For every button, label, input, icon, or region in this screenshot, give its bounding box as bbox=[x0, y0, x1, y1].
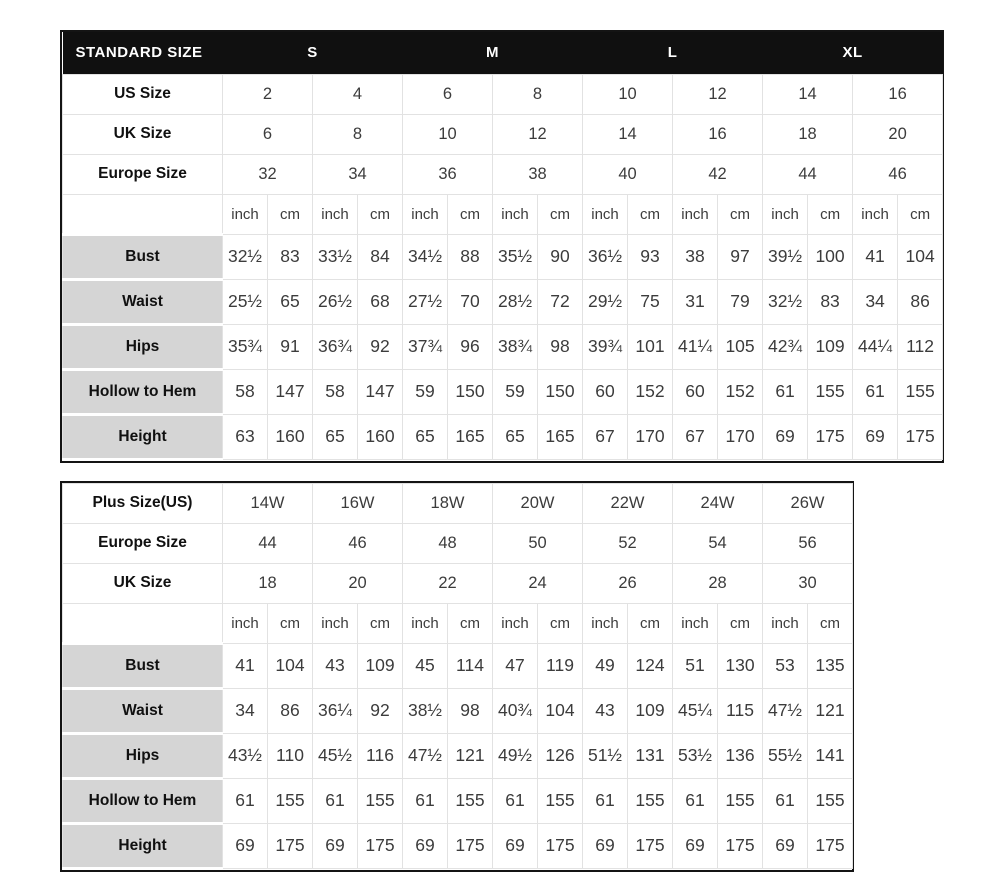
measure-value-cell: 69 bbox=[853, 414, 898, 459]
measure-value-cell: 45½ bbox=[313, 733, 358, 778]
measure-value-cell: 39½ bbox=[763, 234, 808, 279]
measure-value-cell: 35¾ bbox=[223, 324, 268, 369]
measure-value-cell: 47½ bbox=[403, 733, 448, 778]
unit-label-cell: inch bbox=[223, 603, 268, 643]
standard-size-title: STANDARD SIZE bbox=[63, 32, 223, 74]
unit-label-cell: cm bbox=[358, 603, 403, 643]
measure-value-cell: 135 bbox=[808, 643, 853, 688]
row-label: Bust bbox=[63, 234, 223, 279]
measure-value-cell: 160 bbox=[358, 414, 403, 459]
size-value-cell: 20 bbox=[853, 114, 943, 154]
size-value-cell: 30 bbox=[763, 563, 853, 603]
measure-value-cell: 109 bbox=[358, 643, 403, 688]
measure-value-cell: 61 bbox=[583, 778, 628, 823]
size-value-cell: 28 bbox=[673, 563, 763, 603]
measure-row bbox=[63, 234, 943, 279]
unit-label-cell: inch bbox=[583, 194, 628, 234]
measure-value-cell: 72 bbox=[538, 279, 583, 324]
unit-label-cell: inch bbox=[673, 603, 718, 643]
size-row bbox=[63, 483, 853, 523]
row-label: Bust bbox=[63, 643, 223, 688]
measure-value-cell: 38½ bbox=[403, 688, 448, 733]
measure-value-cell: 170 bbox=[628, 414, 673, 459]
measure-row bbox=[63, 414, 943, 459]
measure-value-cell: 104 bbox=[538, 688, 583, 733]
measure-value-cell: 53 bbox=[763, 643, 808, 688]
measure-value-cell: 69 bbox=[673, 823, 718, 868]
standard-size-table bbox=[62, 32, 943, 461]
unit-label-cell: cm bbox=[808, 603, 853, 643]
standard-size-header-row bbox=[63, 32, 943, 74]
measure-value-cell: 175 bbox=[808, 414, 853, 459]
measure-value-cell: 155 bbox=[628, 778, 673, 823]
unit-row bbox=[63, 603, 853, 643]
size-value-cell: 6 bbox=[403, 74, 493, 114]
measure-value-cell: 34 bbox=[853, 279, 898, 324]
measure-value-cell: 126 bbox=[538, 733, 583, 778]
size-value-cell: 4 bbox=[313, 74, 403, 114]
size-value-cell: 10 bbox=[583, 74, 673, 114]
unit-row bbox=[63, 194, 943, 234]
measure-value-cell: 27½ bbox=[403, 279, 448, 324]
measure-value-cell: 36¾ bbox=[313, 324, 358, 369]
unit-label-cell: cm bbox=[268, 603, 313, 643]
size-value-cell: 14 bbox=[583, 114, 673, 154]
measure-value-cell: 59 bbox=[493, 369, 538, 414]
measure-value-cell: 61 bbox=[853, 369, 898, 414]
measure-value-cell: 90 bbox=[538, 234, 583, 279]
size-row bbox=[63, 154, 943, 194]
size-value-cell: 22 bbox=[403, 563, 493, 603]
measure-value-cell: 93 bbox=[628, 234, 673, 279]
measure-value-cell: 175 bbox=[448, 823, 493, 868]
measure-value-cell: 104 bbox=[268, 643, 313, 688]
measure-value-cell: 104 bbox=[898, 234, 943, 279]
measure-row bbox=[63, 643, 853, 688]
size-row bbox=[63, 114, 943, 154]
measure-value-cell: 61 bbox=[223, 778, 268, 823]
unit-label-cell: inch bbox=[673, 194, 718, 234]
unit-label-cell: inch bbox=[313, 194, 358, 234]
measure-value-cell: 65 bbox=[403, 414, 448, 459]
size-value-cell: 34 bbox=[313, 154, 403, 194]
measure-value-cell: 68 bbox=[358, 279, 403, 324]
plus-size-table-wrap bbox=[60, 481, 854, 872]
size-value-cell: 48 bbox=[403, 523, 493, 563]
measure-value-cell: 86 bbox=[898, 279, 943, 324]
measure-value-cell: 152 bbox=[628, 369, 673, 414]
measure-value-cell: 114 bbox=[448, 643, 493, 688]
unit-label-cell: cm bbox=[448, 194, 493, 234]
size-value-cell: 16W bbox=[313, 483, 403, 523]
unit-label-cell: inch bbox=[493, 603, 538, 643]
measure-value-cell: 61 bbox=[763, 369, 808, 414]
size-value-cell: 24 bbox=[493, 563, 583, 603]
size-value-cell: 32 bbox=[223, 154, 313, 194]
measure-value-cell: 70 bbox=[448, 279, 493, 324]
measure-value-cell: 67 bbox=[583, 414, 628, 459]
size-value-cell: 2 bbox=[223, 74, 313, 114]
measure-value-cell: 49 bbox=[583, 643, 628, 688]
unit-label-cell: cm bbox=[628, 603, 673, 643]
measure-value-cell: 79 bbox=[718, 279, 763, 324]
measure-row bbox=[63, 778, 853, 823]
size-value-cell: 18W bbox=[403, 483, 493, 523]
measure-value-cell: 155 bbox=[808, 778, 853, 823]
size-row bbox=[63, 563, 853, 603]
unit-label-cell: inch bbox=[763, 194, 808, 234]
row-label: UK Size bbox=[63, 563, 223, 603]
measure-value-cell: 41 bbox=[853, 234, 898, 279]
unit-label-cell: cm bbox=[628, 194, 673, 234]
measure-row bbox=[63, 324, 943, 369]
measure-value-cell: 155 bbox=[808, 369, 853, 414]
size-value-cell: 50 bbox=[493, 523, 583, 563]
size-value-cell: 10 bbox=[403, 114, 493, 154]
measure-value-cell: 63 bbox=[223, 414, 268, 459]
measure-value-cell: 116 bbox=[358, 733, 403, 778]
plus-size-table bbox=[62, 483, 853, 870]
measure-value-cell: 147 bbox=[358, 369, 403, 414]
measure-value-cell: 34½ bbox=[403, 234, 448, 279]
unit-label-cell: inch bbox=[493, 194, 538, 234]
measure-value-cell: 175 bbox=[628, 823, 673, 868]
measure-value-cell: 31 bbox=[673, 279, 718, 324]
size-value-cell: 6 bbox=[223, 114, 313, 154]
row-label: Height bbox=[63, 414, 223, 459]
measure-value-cell: 83 bbox=[268, 234, 313, 279]
size-group-label: M bbox=[403, 32, 583, 74]
measure-value-cell: 58 bbox=[223, 369, 268, 414]
measure-value-cell: 41¼ bbox=[673, 324, 718, 369]
size-row bbox=[63, 523, 853, 563]
unit-label-cell: inch bbox=[763, 603, 808, 643]
measure-value-cell: 60 bbox=[583, 369, 628, 414]
unit-label-cell: inch bbox=[583, 603, 628, 643]
measure-value-cell: 44¼ bbox=[853, 324, 898, 369]
measure-value-cell: 45 bbox=[403, 643, 448, 688]
measure-value-cell: 175 bbox=[808, 823, 853, 868]
size-value-cell: 36 bbox=[403, 154, 493, 194]
size-value-cell: 26W bbox=[763, 483, 853, 523]
unit-label-cell: cm bbox=[538, 194, 583, 234]
measure-value-cell: 150 bbox=[448, 369, 493, 414]
measure-value-cell: 61 bbox=[403, 778, 448, 823]
size-value-cell: 16 bbox=[853, 74, 943, 114]
measure-row bbox=[63, 733, 853, 778]
measure-value-cell: 36½ bbox=[583, 234, 628, 279]
measure-value-cell: 175 bbox=[898, 414, 943, 459]
measure-value-cell: 69 bbox=[313, 823, 358, 868]
measure-value-cell: 43½ bbox=[223, 733, 268, 778]
row-label: Hollow to Hem bbox=[63, 369, 223, 414]
measure-value-cell: 65 bbox=[493, 414, 538, 459]
size-value-cell: 40 bbox=[583, 154, 673, 194]
measure-value-cell: 55½ bbox=[763, 733, 808, 778]
size-value-cell: 54 bbox=[673, 523, 763, 563]
size-value-cell: 14W bbox=[223, 483, 313, 523]
measure-value-cell: 165 bbox=[448, 414, 493, 459]
measure-value-cell: 26½ bbox=[313, 279, 358, 324]
measure-value-cell: 141 bbox=[808, 733, 853, 778]
measure-value-cell: 75 bbox=[628, 279, 673, 324]
measure-value-cell: 155 bbox=[358, 778, 403, 823]
measure-value-cell: 98 bbox=[448, 688, 493, 733]
measure-value-cell: 170 bbox=[718, 414, 763, 459]
row-label: Hollow to Hem bbox=[63, 778, 223, 823]
measure-value-cell: 35½ bbox=[493, 234, 538, 279]
unit-label-cell: cm bbox=[538, 603, 583, 643]
measure-value-cell: 101 bbox=[628, 324, 673, 369]
measure-value-cell: 32½ bbox=[223, 234, 268, 279]
row-label: Europe Size bbox=[63, 523, 223, 563]
measure-value-cell: 38 bbox=[673, 234, 718, 279]
measure-value-cell: 65 bbox=[268, 279, 313, 324]
measure-value-cell: 160 bbox=[268, 414, 313, 459]
unit-label-cell: inch bbox=[313, 603, 358, 643]
unit-label-cell: cm bbox=[448, 603, 493, 643]
size-value-cell: 44 bbox=[763, 154, 853, 194]
measure-value-cell: 155 bbox=[898, 369, 943, 414]
measure-value-cell: 59 bbox=[403, 369, 448, 414]
measure-value-cell: 39¾ bbox=[583, 324, 628, 369]
row-label: Height bbox=[63, 823, 223, 868]
measure-value-cell: 152 bbox=[718, 369, 763, 414]
size-value-cell: 24W bbox=[673, 483, 763, 523]
measure-value-cell: 100 bbox=[808, 234, 853, 279]
measure-value-cell: 36¼ bbox=[313, 688, 358, 733]
size-value-cell: 16 bbox=[673, 114, 763, 154]
measure-value-cell: 147 bbox=[268, 369, 313, 414]
measure-value-cell: 83 bbox=[808, 279, 853, 324]
unit-label-cell: inch bbox=[403, 603, 448, 643]
measure-value-cell: 67 bbox=[673, 414, 718, 459]
measure-row bbox=[63, 279, 943, 324]
measure-value-cell: 61 bbox=[493, 778, 538, 823]
row-label: Waist bbox=[63, 279, 223, 324]
measure-value-cell: 61 bbox=[763, 778, 808, 823]
measure-value-cell: 69 bbox=[493, 823, 538, 868]
measure-value-cell: 45¼ bbox=[673, 688, 718, 733]
measure-value-cell: 25½ bbox=[223, 279, 268, 324]
measure-value-cell: 65 bbox=[313, 414, 358, 459]
row-label: Hips bbox=[63, 324, 223, 369]
measure-value-cell: 58 bbox=[313, 369, 358, 414]
size-value-cell: 22W bbox=[583, 483, 673, 523]
measure-value-cell: 115 bbox=[718, 688, 763, 733]
measure-value-cell: 29½ bbox=[583, 279, 628, 324]
standard-size-table-wrap bbox=[60, 30, 944, 463]
measure-value-cell: 69 bbox=[763, 823, 808, 868]
size-value-cell: 52 bbox=[583, 523, 673, 563]
measure-value-cell: 155 bbox=[448, 778, 493, 823]
size-value-cell: 8 bbox=[493, 74, 583, 114]
measure-value-cell: 155 bbox=[718, 778, 763, 823]
measure-value-cell: 175 bbox=[358, 823, 403, 868]
size-value-cell: 46 bbox=[313, 523, 403, 563]
size-value-cell: 8 bbox=[313, 114, 403, 154]
size-value-cell: 12 bbox=[673, 74, 763, 114]
measure-value-cell: 109 bbox=[628, 688, 673, 733]
measure-value-cell: 69 bbox=[403, 823, 448, 868]
measure-value-cell: 43 bbox=[583, 688, 628, 733]
measure-row bbox=[63, 823, 853, 868]
measure-value-cell: 124 bbox=[628, 643, 673, 688]
size-value-cell: 42 bbox=[673, 154, 763, 194]
measure-value-cell: 92 bbox=[358, 324, 403, 369]
measure-value-cell: 121 bbox=[808, 688, 853, 733]
measure-value-cell: 130 bbox=[718, 643, 763, 688]
size-value-cell: 18 bbox=[763, 114, 853, 154]
unit-label-cell: inch bbox=[403, 194, 448, 234]
measure-value-cell: 34 bbox=[223, 688, 268, 733]
measure-value-cell: 155 bbox=[268, 778, 313, 823]
measure-value-cell: 38¾ bbox=[493, 324, 538, 369]
row-label: UK Size bbox=[63, 114, 223, 154]
measure-value-cell: 136 bbox=[718, 733, 763, 778]
measure-value-cell: 109 bbox=[808, 324, 853, 369]
unit-label-cell: cm bbox=[718, 194, 763, 234]
unit-label-cell: cm bbox=[898, 194, 943, 234]
row-label: US Size bbox=[63, 74, 223, 114]
measure-value-cell: 98 bbox=[538, 324, 583, 369]
measure-value-cell: 155 bbox=[538, 778, 583, 823]
measure-value-cell: 42¾ bbox=[763, 324, 808, 369]
size-value-cell: 38 bbox=[493, 154, 583, 194]
measure-value-cell: 105 bbox=[718, 324, 763, 369]
measure-value-cell: 41 bbox=[223, 643, 268, 688]
size-value-cell: 14 bbox=[763, 74, 853, 114]
measure-value-cell: 88 bbox=[448, 234, 493, 279]
size-value-cell: 18 bbox=[223, 563, 313, 603]
measure-value-cell: 51½ bbox=[583, 733, 628, 778]
measure-value-cell: 110 bbox=[268, 733, 313, 778]
measure-value-cell: 47½ bbox=[763, 688, 808, 733]
measure-value-cell: 84 bbox=[358, 234, 403, 279]
size-group-label: S bbox=[223, 32, 403, 74]
row-label: Hips bbox=[63, 733, 223, 778]
measure-value-cell: 91 bbox=[268, 324, 313, 369]
row-label: Waist bbox=[63, 688, 223, 733]
measure-value-cell: 69 bbox=[763, 414, 808, 459]
measure-value-cell: 121 bbox=[448, 733, 493, 778]
size-value-cell: 44 bbox=[223, 523, 313, 563]
measure-value-cell: 131 bbox=[628, 733, 673, 778]
measure-value-cell: 33½ bbox=[313, 234, 358, 279]
unit-label-cell: inch bbox=[853, 194, 898, 234]
unit-label-cell: inch bbox=[223, 194, 268, 234]
unit-label-cell: cm bbox=[268, 194, 313, 234]
size-value-cell: 12 bbox=[493, 114, 583, 154]
row-label bbox=[63, 194, 223, 234]
unit-label-cell: cm bbox=[808, 194, 853, 234]
size-value-cell: 20 bbox=[313, 563, 403, 603]
measure-row bbox=[63, 369, 943, 414]
size-group-label: XL bbox=[763, 32, 943, 74]
measure-value-cell: 61 bbox=[673, 778, 718, 823]
measure-value-cell: 53½ bbox=[673, 733, 718, 778]
size-value-cell: 56 bbox=[763, 523, 853, 563]
measure-value-cell: 96 bbox=[448, 324, 493, 369]
measure-value-cell: 60 bbox=[673, 369, 718, 414]
measure-value-cell: 51 bbox=[673, 643, 718, 688]
row-label: Plus Size(US) bbox=[63, 483, 223, 523]
size-row bbox=[63, 74, 943, 114]
measure-value-cell: 32½ bbox=[763, 279, 808, 324]
measure-value-cell: 165 bbox=[538, 414, 583, 459]
size-value-cell: 20W bbox=[493, 483, 583, 523]
measure-value-cell: 92 bbox=[358, 688, 403, 733]
measure-value-cell: 119 bbox=[538, 643, 583, 688]
measure-value-cell: 40¾ bbox=[493, 688, 538, 733]
measure-row bbox=[63, 688, 853, 733]
measure-value-cell: 28½ bbox=[493, 279, 538, 324]
measure-value-cell: 69 bbox=[583, 823, 628, 868]
size-value-cell: 26 bbox=[583, 563, 673, 603]
unit-label-cell: cm bbox=[358, 194, 403, 234]
measure-value-cell: 97 bbox=[718, 234, 763, 279]
measure-value-cell: 49½ bbox=[493, 733, 538, 778]
measure-value-cell: 86 bbox=[268, 688, 313, 733]
measure-value-cell: 112 bbox=[898, 324, 943, 369]
measure-value-cell: 69 bbox=[223, 823, 268, 868]
row-label bbox=[63, 603, 223, 643]
size-group-label: L bbox=[583, 32, 763, 74]
measure-value-cell: 61 bbox=[313, 778, 358, 823]
measure-value-cell: 175 bbox=[268, 823, 313, 868]
measure-value-cell: 37¾ bbox=[403, 324, 448, 369]
measure-value-cell: 175 bbox=[718, 823, 763, 868]
size-value-cell: 46 bbox=[853, 154, 943, 194]
unit-label-cell: cm bbox=[718, 603, 763, 643]
measure-value-cell: 47 bbox=[493, 643, 538, 688]
measure-value-cell: 150 bbox=[538, 369, 583, 414]
measure-value-cell: 43 bbox=[313, 643, 358, 688]
row-label: Europe Size bbox=[63, 154, 223, 194]
measure-value-cell: 175 bbox=[538, 823, 583, 868]
